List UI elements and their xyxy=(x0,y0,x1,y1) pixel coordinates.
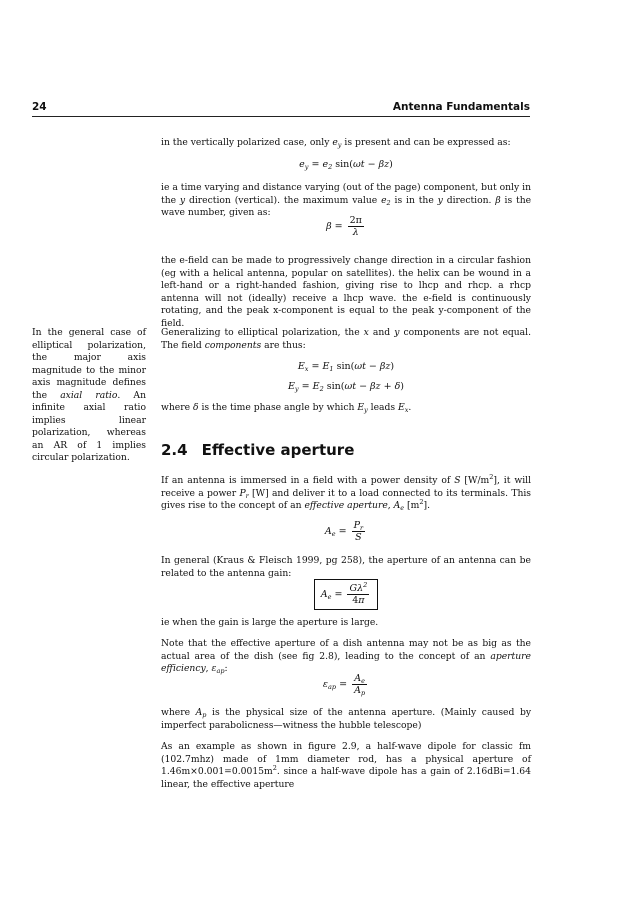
paragraph-dipole-example: As an example as shown in figure 2.9, a half-wave dipole for classic fm (102.7mhz) made of 1mm diameter rod, has a physical aperture of $1.46m\times 0.001=0.0015m^2$. since a half-wave dipole has a gain of 2.16dBi=1.64 linear, the effective aperture xyxy=(161,741,531,790)
paragraph-gain-relation: In general (Kraus & Fleisch 1999, pg 258), the aperture of an antenna can be related to the antenna gain: xyxy=(161,555,531,579)
paragraph-aperture-efficiency: Note that the effective aperture of a dish antenna may not be as big as the actual area of the dish (see fig 2.8), leading to the concept of an aperture efficiency, $\varepsilon_{ap}$: xyxy=(161,638,531,676)
paragraph-vertical-polarization: in the vertically polarized case, only $e_y$ is present and can be expressed as: xyxy=(161,137,511,149)
paragraph-physical-size: where $A_p$ is the physical size of the antenna aperture. (Mainly caused by imperfect parabolicness—witness the hubble telescope) xyxy=(161,707,532,731)
paragraph-phase-angle: where δ is the time phase angle by which $E_y$ leads $E_x$. xyxy=(161,402,412,414)
equation-efficiency: $\varepsilon_{ap}$ = $\frac{A_e}{A_p}$ xyxy=(322,673,366,697)
equation-ae-power: $A_e$ = $\frac{P_r}{S}$ xyxy=(324,520,364,543)
paragraph-effective-aperture: If an antenna is immersed in a field with a power density of S $[W/m^2]$, it will receive a power $P_r$ [W] and deliver it to a load connected to its terminals. This gives rise to the concept of an effective aperture, $A_e$ $[m^2]$. xyxy=(161,473,532,513)
equation-ey: $e_y = e_2$ sin(ωt − βz) xyxy=(299,159,393,171)
running-header xyxy=(32,101,530,117)
equation-ex: $E_x = E_1$ sin(ωt − βz) xyxy=(297,361,395,373)
paragraph-circular-polarization: the e-field can be made to progressively change direction in a circular fashion (eg with a helical antenna, popular on satellites). the helix can be wound in a left-hand or a right-handed fashion, giving rise to lhcp and rhcp. a rhcp antenna will not (ideally) receive a lhcp wave. the e-field is continuously rotating, and the peak x-component is equal to the peak y-component of the field. xyxy=(161,255,531,329)
running-title: Antenna Fundamentals xyxy=(392,101,530,113)
section-heading: 2.4 Effective aperture xyxy=(161,441,355,459)
paragraph-elliptical: Generalizing to elliptical polarization, the x and y components are not equal. The field components are thus: xyxy=(161,327,532,351)
paragraph-wave-number: ie a time varying and distance varying (out of the page) component, but only in the y direction (vertical). the maximum value $e_2$ is in the y direction. β is the wave number, given as: xyxy=(161,182,532,219)
paragraph-large-gain: ie when the gain is large the aperture is large. xyxy=(161,617,379,628)
header-rule xyxy=(32,116,530,117)
margin-note: In the general case of elliptical polarization, the major axis magnitude to the minor axis magnitude defines the axial ratio. An infinite axial ratio implies linear polarization, whereas an AR of 1 implies circular polarization. xyxy=(32,327,146,463)
equation-beta: β = $\frac{2\pi}{\lambda}$ xyxy=(326,215,362,238)
page-number: 24 xyxy=(32,101,47,113)
equation-ey-elliptical: $E_y = E_2$ sin(ωt − βz + δ) xyxy=(287,381,405,393)
equation-ae-gain: $A_e$ = $\frac{G\lambda^2}{4\pi}$ xyxy=(161,579,531,610)
